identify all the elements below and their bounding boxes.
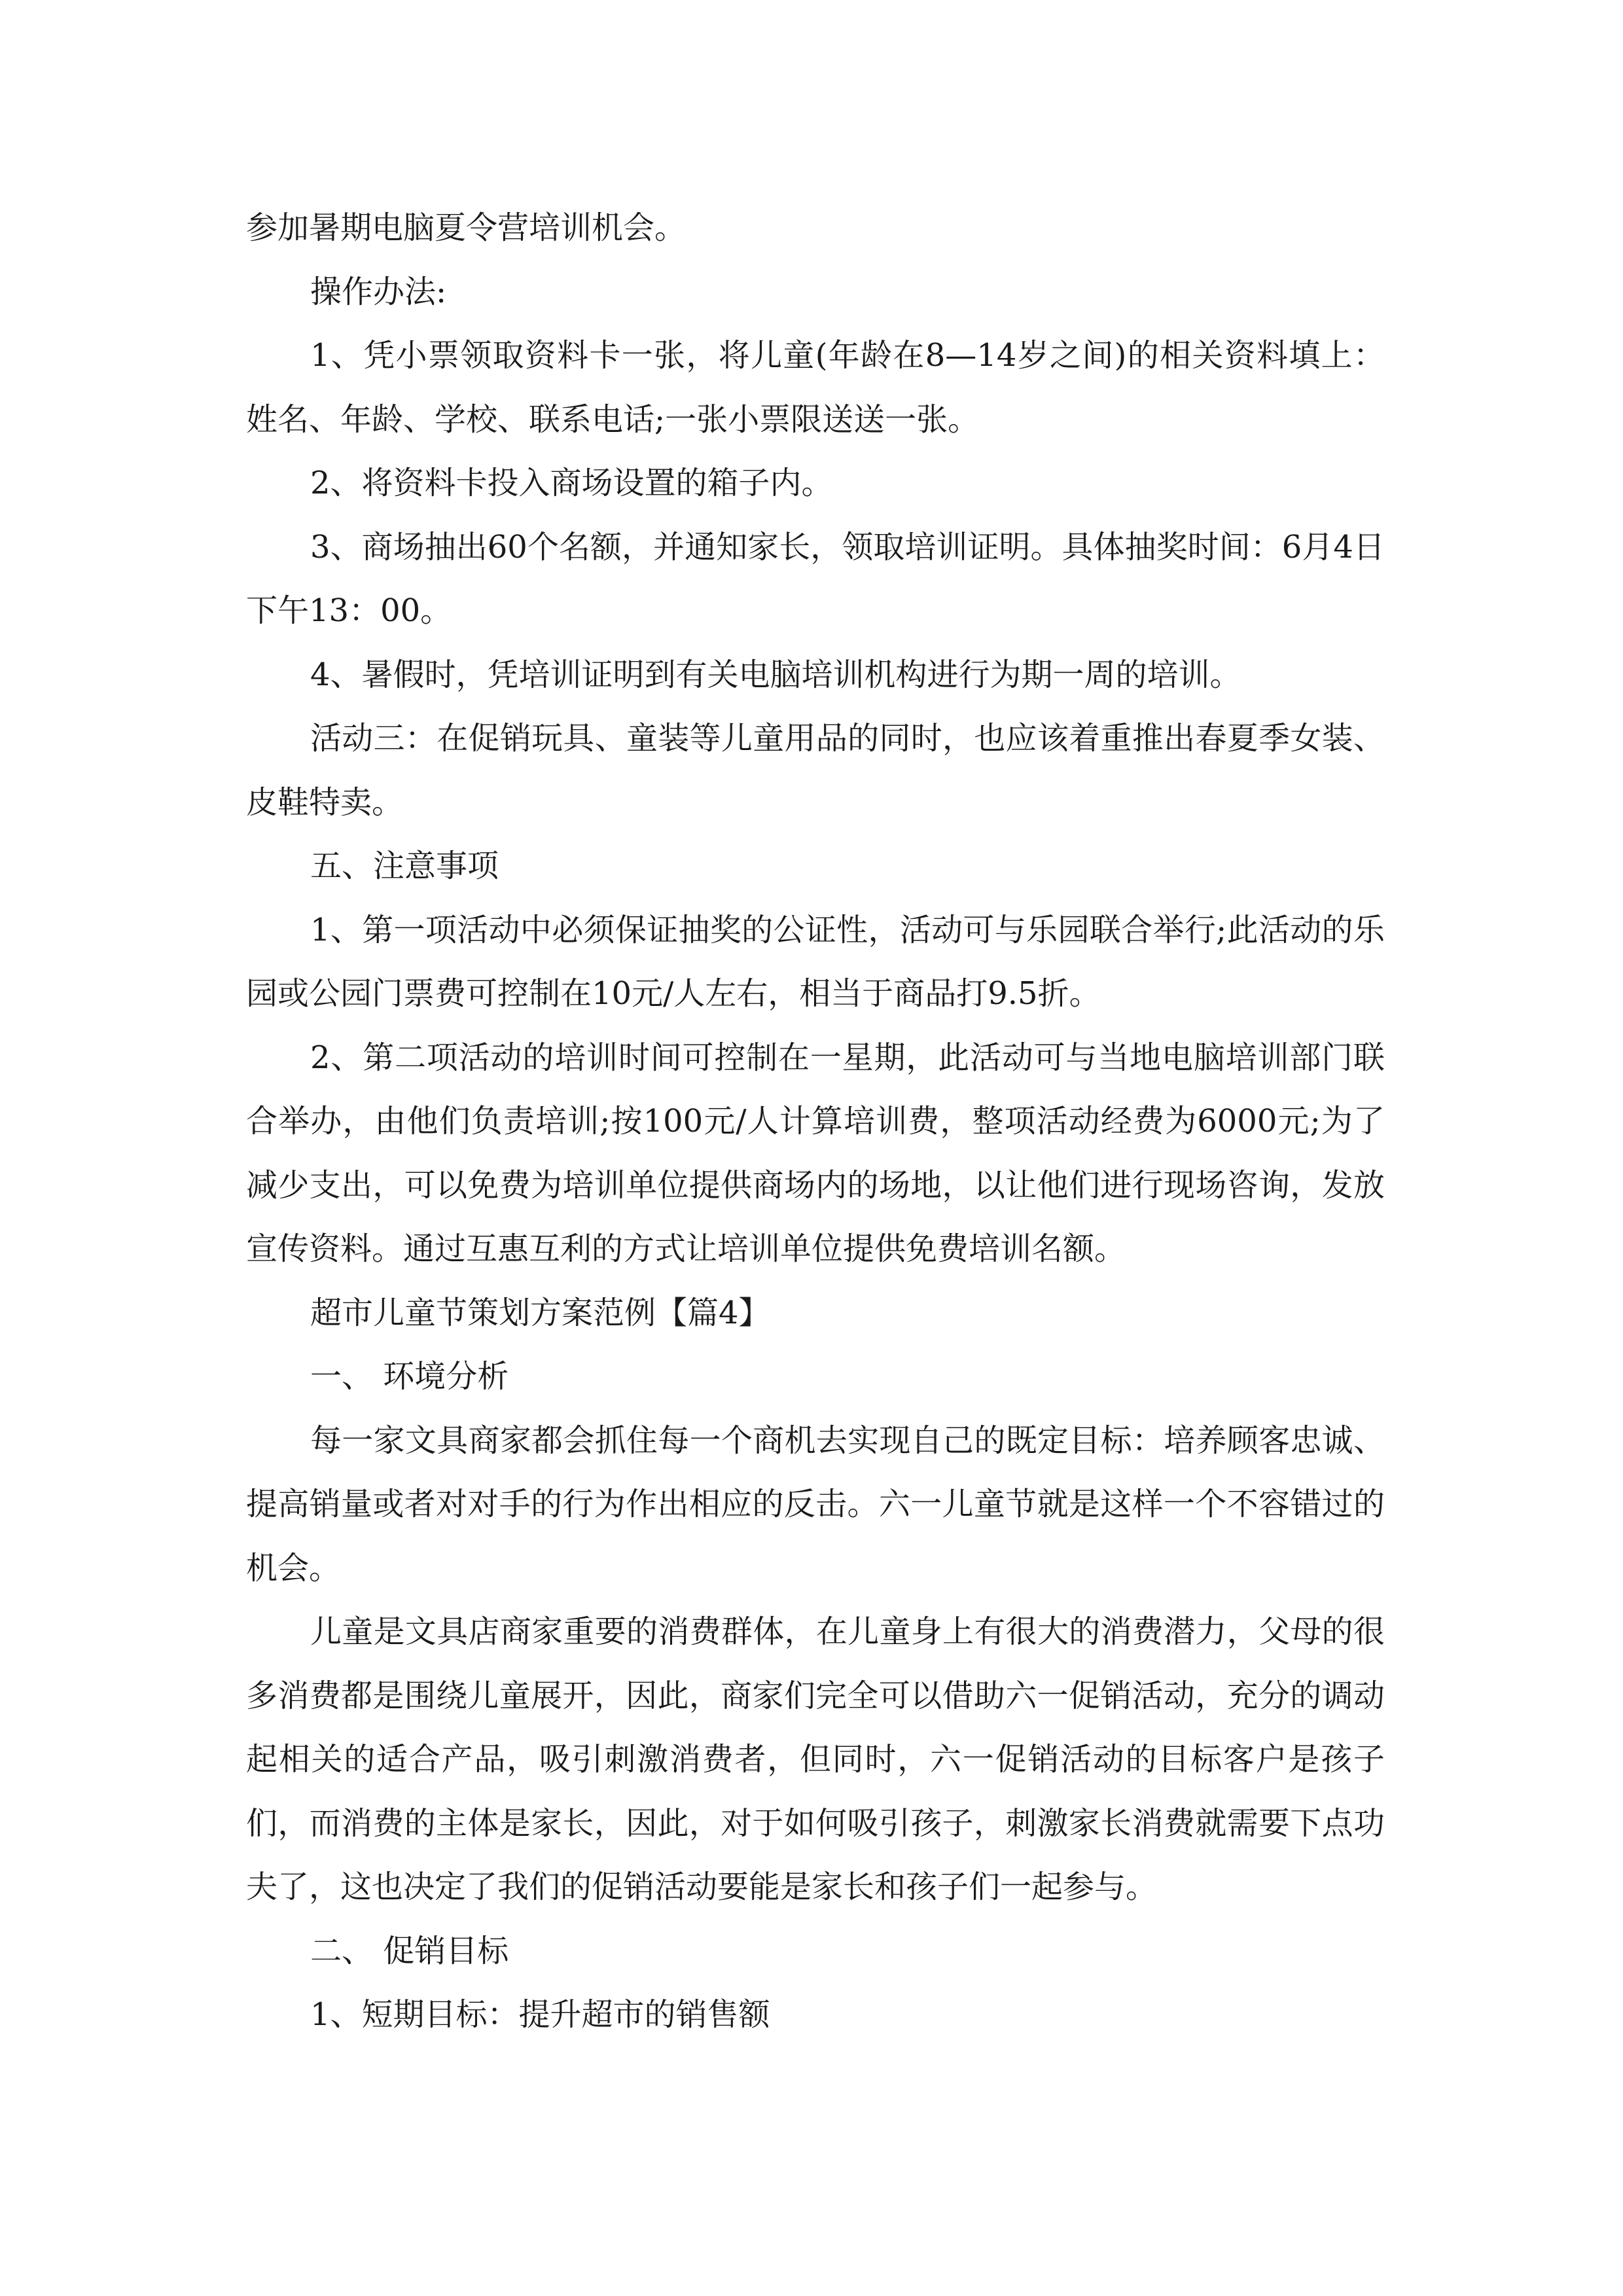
heading-promotion-goals: 二、 促销目标 — [310, 1932, 509, 1969]
paragraph-step-2: 2、将资料卡投入商场设置的箱子内。 — [310, 465, 833, 501]
paragraph-step-4: 4、暑假时，凭培训证明到有关电脑培训机构进行为期一周的培训。 — [310, 656, 1241, 693]
paragraph-step-3: 3、商场抽出60个名额，并通知家长，领取培训证明。具体抽奖时间：6月4日下午13：00。 — [246, 528, 1385, 629]
paragraph-step-1: 1、凭小票领取资料卡一张，将儿童(年龄在8—14岁之间)的相关资料填上：姓名、年龄、学校、联系电话;一张小票限送送一张。 — [246, 337, 1385, 438]
paragraph-activity-3: 活动三：在促销玩具、童装等儿童用品的同时，也应该着重推出春夏季女装、皮鞋特卖。 — [246, 720, 1385, 821]
paragraph-environment-2: 儿童是文具店商家重要的消费群体，在儿童身上有很大的消费潜力，父母的很多消费都是围绕儿童展开，因此，商家们完全可以借助六一促销活动，充分的调动起相关的适合产品，吸引刺激消费者，但同时，六一促销活动的目标客户是孩子们，而消费的主体是家长，因此，对于如何吸引孩子，刺激家长消费就需要下点功夫了，这也决定了我们的促销活动要能是家长和孩子们一起参与。 — [246, 1613, 1385, 1905]
paragraph-short-term-goal: 1、短期目标：提升超市的销售额 — [310, 1996, 770, 2033]
heading-article-4: 超市儿童节策划方案范例【篇4】 — [310, 1294, 770, 1331]
document-body — [246, 196, 1385, 2047]
paragraph-note-1: 1、第一项活动中必须保证抽奖的公证性，活动可与乐园联合举行;此活动的乐园或公园门票费可控制在10元/人左右，相当于商品打9.5折。 — [246, 911, 1385, 1012]
paragraph-note-2: 2、第二项活动的培训时间可控制在一星期，此活动可与当地电脑培训部门联合举办，由他们负责培训;按100元/人计算培训费，整项活动经费为6000元;为了减少支出，可以免费为培训单位提供商场内的场地，以让他们进行现场咨询，发放宣传资料。通过互惠互利的方式让培训单位提供免费培训名额。 — [246, 1039, 1385, 1267]
paragraph-camp-opportunity: 参加暑期电脑夏令营培训机会。 — [246, 209, 687, 246]
heading-environment-analysis: 一、 环境分析 — [310, 1358, 509, 1395]
heading-notes: 五、注意事项 — [310, 848, 499, 884]
heading-operation-method: 操作办法: — [310, 273, 447, 310]
paragraph-environment-1: 每一家文具商家都会抓住每一个商机去实现自己的既定目标：培养顾客忠诚、提高销量或者对对手的行为作出相应的反击。六一儿童节就是这样一个不容错过的机会。 — [246, 1422, 1385, 1587]
